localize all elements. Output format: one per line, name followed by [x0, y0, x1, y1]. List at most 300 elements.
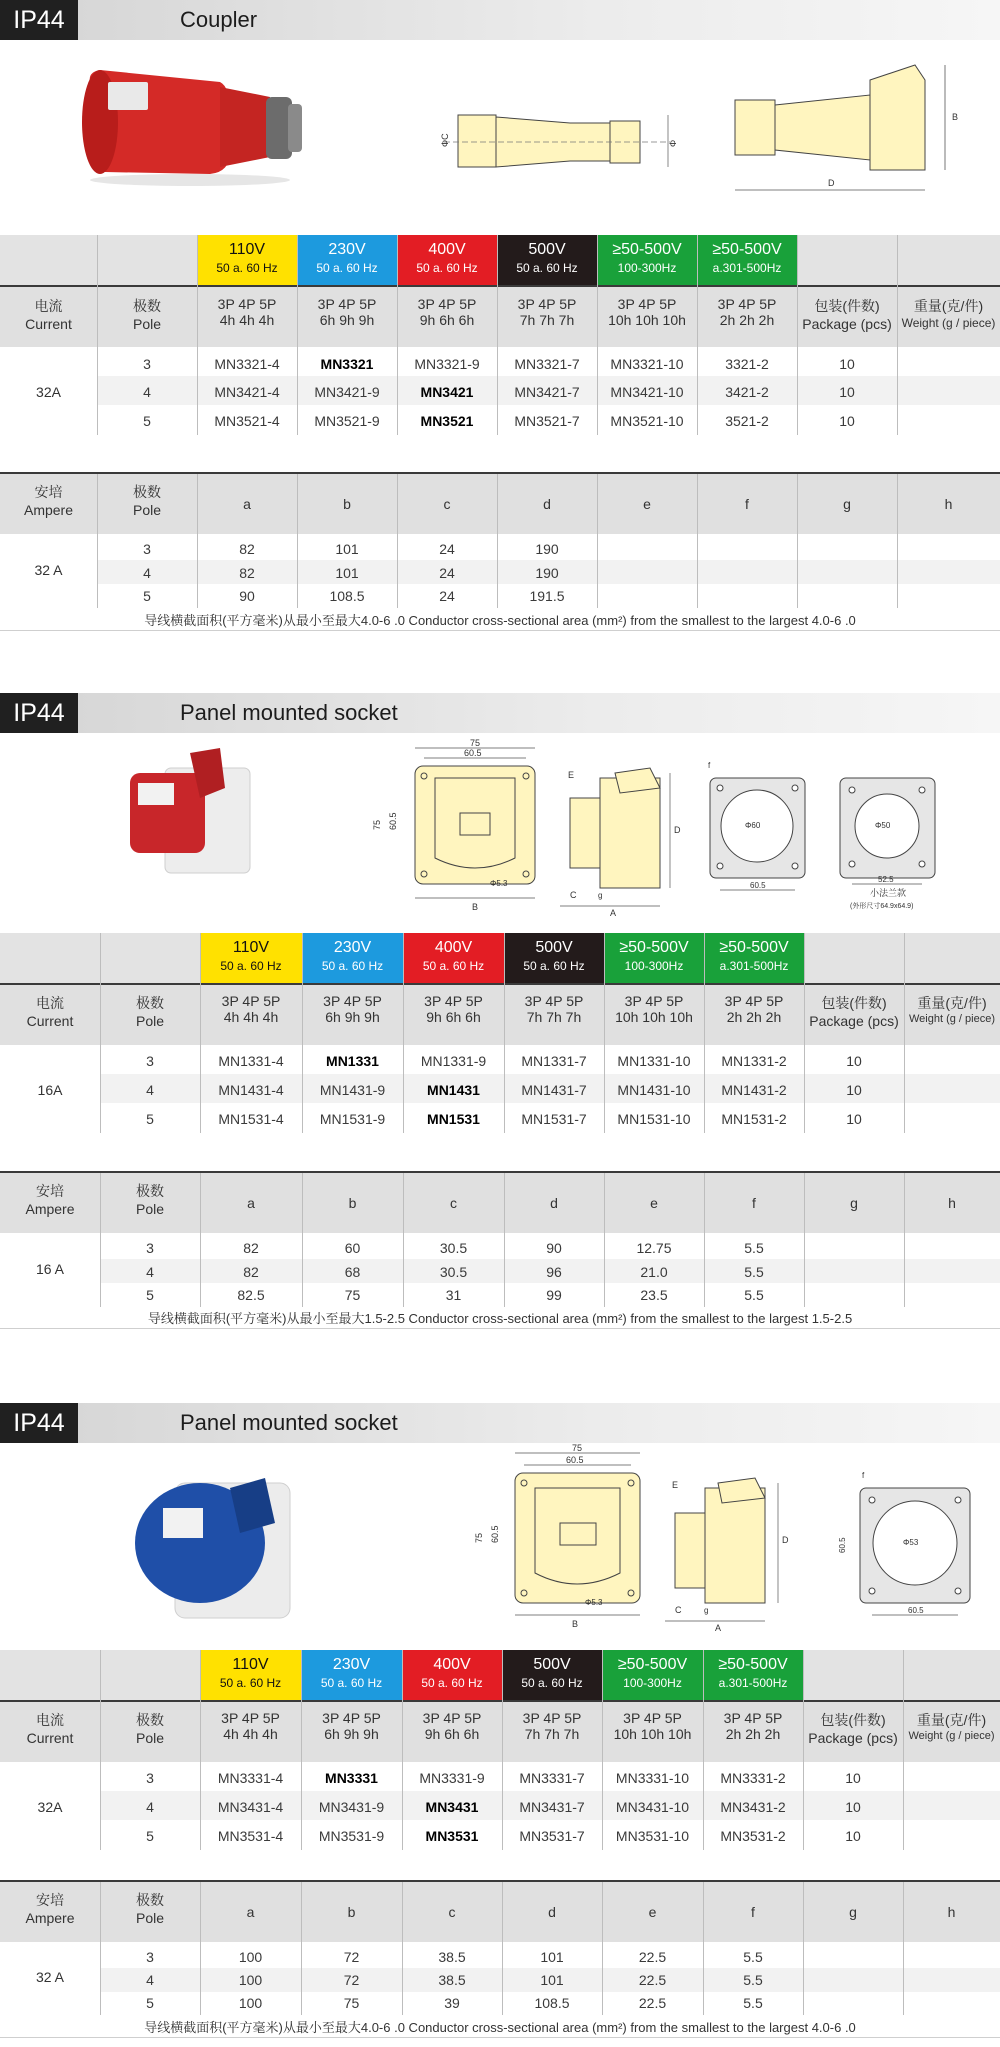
product-code: MN3421-9: [314, 384, 380, 400]
dim-value: 100: [238, 1949, 263, 1965]
grid-line: [797, 235, 798, 435]
section-title: Panel mounted socket: [180, 1410, 398, 1435]
voltage-400: 400V 50 a. 60 Hz: [403, 933, 504, 983]
dim-value: 75: [344, 1287, 361, 1303]
dim-value: 23.5: [640, 1287, 668, 1303]
dim-hole-label: Φ5.3: [585, 1598, 603, 1607]
header-voltage-col-1: 3P 4P 5P 4h 4h 4h: [217, 296, 277, 328]
header-voltage-col-3: 3P 4P 5P 9h 6h 6h: [424, 993, 483, 1025]
current-value: 16A: [37, 1082, 63, 1098]
dim-e-label: E: [568, 770, 575, 780]
header-voltage-col-5: 3P 4P 5P 10h 10h 10h: [615, 993, 693, 1025]
dim-p525-label: 52.5: [878, 875, 894, 884]
dim-p605-label: 60.5: [908, 1606, 924, 1615]
voltage-230: 230V 50 a. 60 Hz: [302, 933, 403, 983]
product-code: MN3321-7: [514, 356, 580, 372]
package-value: 10: [846, 1082, 862, 1098]
dim-value: 5.5: [744, 1287, 764, 1303]
section-title: Panel mounted socket: [180, 700, 398, 725]
dim-value: 82.5: [237, 1287, 265, 1303]
voltage-110: 110V 50 a. 60 Hz: [200, 1650, 301, 1700]
dim-d-label: D: [782, 1535, 789, 1545]
product-code: MN1431-4: [218, 1082, 284, 1098]
grid-line: [402, 1882, 403, 2015]
product-code: MN3421-7: [514, 384, 580, 400]
product-code: MN3521-10: [610, 413, 684, 429]
conductor-note: 导线横截面积(平方毫米)从最小至最大1.5-2.5 Conductor cross-sectional area (mm²) from the smallest to the largest 1.5-2.5: [147, 1311, 853, 1326]
product-code: MN3531-9: [318, 1828, 385, 1844]
grid-line: [602, 1650, 603, 1850]
product-code: MN3431-9: [318, 1799, 385, 1815]
product-code: MN3431: [425, 1799, 479, 1815]
dim-col-e: e: [643, 496, 651, 512]
dim-605-label: 60.5: [566, 1455, 584, 1465]
dim-value: 101: [335, 565, 359, 581]
dim-value: 190: [535, 565, 559, 581]
pole-value: 4: [146, 1264, 154, 1280]
grid-line: [301, 1882, 302, 2015]
pole-value: 5: [146, 1111, 154, 1127]
flange-size-label: (外形尺寸64.9x64.9): [850, 903, 914, 910]
dim-col-g: g: [843, 496, 851, 512]
grid-line: [502, 1650, 503, 1850]
header-weight: 重量(克/件) Weight (g / piece): [908, 995, 995, 1025]
dim-value: 108.5: [534, 1995, 570, 2011]
header-voltage-col-6: 3P 4P 5P 2h 2h 2h: [717, 296, 777, 328]
product-code: MN3421: [420, 384, 474, 400]
dim-col-g: g: [849, 1904, 857, 1920]
dim-value: 12.75: [636, 1240, 672, 1256]
header-pole: 极数 Pole: [132, 484, 162, 518]
divider: [0, 2037, 1000, 2038]
grid-line: [403, 933, 404, 1133]
grid-line: [197, 474, 198, 608]
grid-line: [903, 1882, 904, 2015]
dim-label-D: D: [828, 178, 835, 188]
pole-value: 4: [146, 1972, 154, 1988]
package-value: 10: [839, 384, 855, 400]
dim-col-g: g: [850, 1195, 858, 1211]
grid-line: [797, 474, 798, 608]
conductor-note: 导线横截面积(平方毫米)从最小至最大4.0-6 .0 Conductor cross-sectional area (mm²) from the smallest to the largest 4.0-6 .0: [144, 2020, 856, 2035]
grid-line: [803, 1882, 804, 2015]
dim-value: 100: [238, 1972, 263, 1988]
product-code: MN3321: [320, 356, 374, 372]
product-code: MN1331-9: [420, 1053, 487, 1069]
dim-value: 22.5: [638, 1949, 667, 1965]
grid-line: [100, 1650, 101, 1850]
dim-value: 191.5: [529, 588, 565, 604]
grid-line: [602, 1882, 603, 2015]
dim-col-b: b: [347, 1904, 356, 1920]
dim-value: 5.5: [743, 1972, 763, 1988]
product-code: MN1431-9: [319, 1082, 386, 1098]
dim-col-f: f: [745, 496, 749, 512]
coupler-side-drawing: [720, 60, 970, 200]
dim-col-h: h: [948, 1195, 956, 1211]
header-voltage-col-4: 3P 4P 5P 7h 7h 7h: [524, 993, 584, 1025]
dim-value: 24: [439, 565, 455, 581]
dim-value: 100: [238, 1995, 263, 2011]
dim-f-label: f: [862, 1471, 865, 1480]
product-code: MN3331-10: [615, 1770, 690, 1786]
ip-rating-badge: IP44: [0, 693, 78, 733]
voltage-500: 500V 50 a. 60 Hz: [504, 933, 604, 983]
header-voltage-col-3: 3P 4P 5P 9h 6h 6h: [422, 1710, 482, 1742]
product-code: MN3521: [420, 413, 474, 429]
voltage-500: 500V 50 a. 60 Hz: [497, 235, 597, 285]
grid-line: [200, 1882, 201, 2015]
ampere-value: 32 A: [34, 562, 63, 578]
conductor-note: 导线横截面积(平方毫米)从最小至最大4.0-6 .0 Conductor cross-sectional area (mm²) from the smallest to the largest 4.0-6 .0: [144, 613, 856, 628]
dim-p605-label: 60.5: [750, 881, 766, 890]
dim-h75-label: 75: [372, 819, 382, 830]
dim-col-c: c: [448, 1904, 456, 1920]
header-current: 电流 Current: [25, 298, 72, 332]
product-code: MN3321-9: [414, 356, 480, 372]
grid-line: [497, 474, 498, 608]
dim-value: 22.5: [638, 1995, 667, 2011]
ampere-value: 32 A: [35, 1969, 65, 1985]
divider: [0, 1328, 1000, 1329]
grid-line: [397, 235, 398, 435]
product-code: MN1531-7: [521, 1111, 587, 1127]
dim-col-a: a: [247, 1195, 255, 1211]
section-coupler: [0, 0, 1000, 640]
dim-phi50-label: Φ50: [875, 821, 891, 830]
dim-label-c: ΦC: [440, 133, 450, 147]
dim-value: 82: [239, 541, 255, 557]
package-value: 10: [845, 1828, 861, 1844]
dim-a-label: A: [715, 1623, 722, 1633]
product-code: MN3331: [325, 1770, 378, 1786]
header-voltage-col-4: 3P 4P 5P 7h 7h 7h: [517, 296, 577, 328]
header-voltage-col-3: 3P 4P 5P 9h 6h 6h: [417, 296, 477, 328]
dim-g-label: g: [598, 891, 603, 900]
product-code: MN3531-7: [519, 1828, 585, 1844]
current-value: 32A: [37, 1799, 63, 1815]
header-voltage-col-6: 3P 4P 5P 2h 2h 2h: [723, 1710, 783, 1742]
product-code: MN3531-10: [615, 1828, 690, 1844]
grid-line: [497, 235, 498, 435]
header-voltage-col-4: 3P 4P 5P 7h 7h 7h: [522, 1710, 582, 1742]
dim-value: 24: [439, 588, 455, 604]
section-title: Coupler: [180, 7, 258, 32]
dim-col-c: c: [443, 496, 451, 512]
product-code: MN3531-2: [720, 1828, 786, 1844]
grid-line: [597, 235, 598, 435]
dim-value: 82: [239, 565, 255, 581]
header-pole: 极数 Pole: [135, 995, 165, 1029]
pole-value: 4: [146, 1082, 154, 1098]
product-code: MN3531-4: [217, 1828, 284, 1844]
voltage-230: 230V 50 a. 60 Hz: [301, 1650, 402, 1700]
dim-value: 5.5: [743, 1995, 763, 2011]
ip-rating-badge: IP44: [0, 1403, 78, 1443]
voltage-110: 110V 50 a. 60 Hz: [200, 933, 302, 983]
coupler-product-photo: [70, 52, 310, 187]
grid-line: [302, 933, 303, 1133]
grid-line: [704, 933, 705, 1133]
dim-col-d: d: [550, 1195, 558, 1211]
header-pole: 极数 Pole: [135, 1892, 165, 1926]
product-code: MN3321-10: [610, 356, 684, 372]
dim-a-label: A: [610, 908, 617, 918]
header-current: 电流 Current: [26, 1712, 74, 1746]
dim-value: 108.5: [329, 588, 365, 604]
dim-value: 24: [439, 541, 455, 557]
flange-type-label: 小法兰款: [870, 888, 907, 898]
dim-col-a: a: [246, 1904, 255, 1920]
grid-line: [200, 1650, 201, 1850]
dim-c-label: C: [570, 890, 577, 900]
dim-e-label: E: [672, 1480, 679, 1490]
pole-value: 3: [143, 356, 151, 372]
product-code: MN3521-9: [314, 413, 380, 429]
voltage-400: 400V 50 a. 60 Hz: [397, 235, 497, 285]
dim-col-d: d: [543, 496, 551, 512]
grid-line: [903, 1650, 904, 1850]
product-code: MN3431-10: [615, 1799, 690, 1815]
dim-label-d: Φ: [668, 139, 678, 147]
dim-value: 75: [343, 1995, 360, 2011]
grid-line: [504, 933, 505, 1133]
product-code: MN1531-9: [319, 1111, 386, 1127]
voltage-50-500-b: ≥50-500V a.301-500Hz: [704, 933, 804, 983]
product-code: MN1531-4: [218, 1111, 284, 1127]
header-weight: 重量(克/件) Weight (g / piece): [908, 1712, 995, 1742]
dim-label-B: B: [952, 112, 959, 122]
header-package: 包装(件数) Package (pcs): [809, 995, 899, 1029]
grid-line: [97, 235, 98, 435]
pole-value: 3: [146, 1770, 154, 1786]
dim-col-h: h: [944, 496, 953, 512]
grid-line: [504, 1173, 505, 1307]
product-code: MN3331-2: [720, 1770, 786, 1786]
product-code: MN3421-4: [214, 384, 280, 400]
header-ampere: 安培 Ampere: [25, 1892, 75, 1926]
grid-line: [703, 1650, 704, 1850]
header-voltage-col-1: 3P 4P 5P 4h 4h 4h: [221, 1710, 280, 1742]
product-code: MN3531: [425, 1828, 479, 1844]
product-code: MN1331-4: [218, 1053, 284, 1069]
dim-value: 39: [444, 1995, 460, 2011]
grid-line: [502, 1882, 503, 2015]
voltage-400: 400V 50 a. 60 Hz: [402, 1650, 502, 1700]
current-value: 32A: [36, 384, 61, 400]
header-voltage-col-2: 3P 4P 5P 6h 9h 9h: [322, 1710, 381, 1742]
panel-socket-32a-drawing: [460, 1443, 990, 1633]
grid-line: [597, 474, 598, 608]
grid-line: [200, 933, 201, 1133]
dim-col-f: f: [752, 1195, 756, 1211]
dim-c-label: C: [675, 1605, 682, 1615]
product-code: MN1331-7: [521, 1053, 587, 1069]
dim-col-e: e: [650, 1195, 658, 1211]
grid-line: [100, 1173, 101, 1307]
voltage-110: 110V 50 a. 60 Hz: [197, 235, 297, 285]
section-header: [0, 1403, 1000, 1443]
dim-h605-side-label: 60.5: [838, 1537, 847, 1553]
dim-value: 190: [535, 541, 559, 557]
product-code: MN1431: [427, 1082, 480, 1098]
grid-line: [804, 1173, 805, 1307]
product-code: MN3521-4: [214, 413, 280, 429]
grid-line: [703, 1882, 704, 2015]
product-code: MN1531: [427, 1111, 480, 1127]
header-pole: 极数 Pole: [132, 298, 162, 332]
dim-col-c: c: [450, 1195, 457, 1211]
grid-line: [697, 474, 698, 608]
voltage-230: 230V 50 a. 60 Hz: [297, 235, 397, 285]
header-voltage-col-5: 3P 4P 5P 10h 10h 10h: [613, 1710, 692, 1742]
header-current: 电流 Current: [26, 995, 74, 1029]
product-code: MN1531-2: [721, 1111, 787, 1127]
ampere-value: 16 A: [35, 1261, 65, 1277]
grid-line: [897, 235, 898, 435]
pole-value: 3: [143, 541, 151, 557]
pole-value: 3: [146, 1053, 154, 1069]
dim-col-f: f: [751, 1904, 755, 1920]
grid-line: [403, 1173, 404, 1307]
grid-line: [604, 1173, 605, 1307]
header-pole: 极数 Pole: [135, 1712, 165, 1746]
dim-col-b: b: [348, 1195, 357, 1211]
dim-h75-label: 75: [474, 1532, 484, 1543]
dim-value: 90: [239, 588, 255, 604]
grid-line: [697, 235, 698, 435]
dim-value: 21.0: [640, 1264, 668, 1280]
coupler-dimension-drawing: [440, 95, 680, 190]
dim-value: 5.5: [744, 1264, 764, 1280]
panel-socket-16a-drawing: [360, 738, 980, 918]
grid-line: [297, 235, 298, 435]
dim-value: 99: [546, 1287, 562, 1303]
pole-value: 5: [146, 1828, 154, 1844]
section-panel-socket-16a: [0, 693, 1000, 1343]
dim-h605-label: 60.5: [490, 1525, 500, 1543]
product-code: MN3431-4: [217, 1799, 284, 1815]
grid-line: [604, 933, 605, 1133]
dim-value: 90: [546, 1240, 562, 1256]
grid-line: [100, 1882, 101, 2015]
header-package: 包装(件数) Package (pcs): [802, 298, 892, 332]
dim-value: 82: [243, 1240, 259, 1256]
dim-value: 22.5: [638, 1972, 667, 1988]
voltage-50-500-b: ≥50-500V a.301-500Hz: [703, 1650, 803, 1700]
dim-value: 30.5: [439, 1264, 468, 1280]
dim-b-label: B: [472, 902, 479, 912]
dim-605-label: 60.5: [464, 748, 482, 758]
header-voltage-col-2: 3P 4P 5P 6h 9h 9h: [317, 296, 377, 328]
product-code: MN3521-7: [514, 413, 580, 429]
grid-line: [804, 933, 805, 1133]
dim-value: 31: [445, 1287, 462, 1303]
dim-b-label: B: [572, 1619, 579, 1629]
grid-line: [803, 1650, 804, 1850]
package-value: 10: [845, 1799, 861, 1815]
dim-value: 68: [344, 1264, 361, 1280]
pole-value: 5: [146, 1995, 154, 2011]
grid-line: [301, 1650, 302, 1850]
grid-line: [704, 1173, 705, 1307]
dim-value: 101: [335, 541, 359, 557]
section-panel-socket-32a: [0, 1403, 1000, 2047]
product-code: MN3431-2: [720, 1799, 786, 1815]
package-value: 10: [845, 1770, 861, 1786]
package-value: 10: [846, 1111, 862, 1127]
dim-value: 72: [343, 1949, 360, 1965]
dim-75-label: 75: [470, 738, 481, 748]
grid-line: [904, 1173, 905, 1307]
dim-value: 5.5: [743, 1949, 763, 1965]
product-code: MN3331-9: [419, 1770, 485, 1786]
grid-line: [100, 933, 101, 1133]
pole-value: 5: [143, 588, 151, 604]
voltage-500: 500V 50 a. 60 Hz: [502, 1650, 602, 1700]
pole-value: 5: [143, 413, 151, 429]
grid-line: [297, 474, 298, 608]
dim-75-label: 75: [572, 1443, 583, 1453]
dim-col-e: e: [648, 1904, 657, 1920]
dim-value: 30.5: [439, 1240, 468, 1256]
section-header: [0, 693, 1000, 733]
header-voltage-col-5: 3P 4P 5P 10h 10h 10h: [608, 296, 686, 328]
grid-line: [302, 1173, 303, 1307]
grid-line: [402, 1650, 403, 1850]
product-code: MN3421-10: [610, 384, 684, 400]
product-code: MN1331: [326, 1053, 379, 1069]
dim-value: 38.5: [438, 1972, 466, 1988]
voltage-50-500-a: ≥50-500V 100-300Hz: [597, 235, 697, 285]
dim-value: 101: [540, 1972, 564, 1988]
pole-value: 4: [146, 1799, 154, 1815]
dim-value: 82: [243, 1264, 259, 1280]
divider: [0, 630, 1000, 631]
pole-value: 3: [146, 1949, 154, 1965]
dim-h605-label: 60.5: [388, 812, 398, 830]
pole-value: 3: [146, 1240, 154, 1256]
product-code: MN3431-7: [519, 1799, 585, 1815]
package-value: 10: [846, 1053, 862, 1069]
dim-value: 101: [540, 1949, 564, 1965]
dim-phi53-label: Φ53: [903, 1538, 919, 1547]
dim-value: 38.5: [438, 1949, 466, 1965]
panel-socket-red-photo: [120, 743, 260, 878]
dim-f-label: f: [708, 761, 711, 770]
product-code: MN1431-10: [617, 1082, 691, 1098]
product-code: MN1531-10: [617, 1111, 691, 1127]
pole-value: 4: [143, 384, 151, 400]
dim-col-a: a: [243, 496, 251, 512]
dim-col-b: b: [343, 496, 351, 512]
dim-value: 60: [344, 1240, 361, 1256]
header-pole: 极数 Pole: [135, 1183, 165, 1217]
product-code: MN1331-10: [617, 1053, 691, 1069]
header-weight: 重量(克/件) Weight (g / piece): [901, 298, 996, 330]
package-value: 10: [839, 356, 855, 372]
voltage-50-500-a: ≥50-500V 100-300Hz: [604, 933, 704, 983]
dim-col-d: d: [548, 1904, 556, 1920]
product-code: MN3331-7: [519, 1770, 585, 1786]
header-voltage-col-2: 3P 4P 5P 6h 9h 9h: [323, 993, 382, 1025]
pole-value: 5: [146, 1287, 154, 1303]
grid-line: [97, 474, 98, 608]
product-code: 3421-2: [725, 384, 769, 400]
dim-value: 72: [343, 1972, 360, 1988]
dim-g-label: g: [704, 1606, 709, 1615]
header-voltage-col-1: 3P 4P 5P 4h 4h 4h: [221, 993, 281, 1025]
